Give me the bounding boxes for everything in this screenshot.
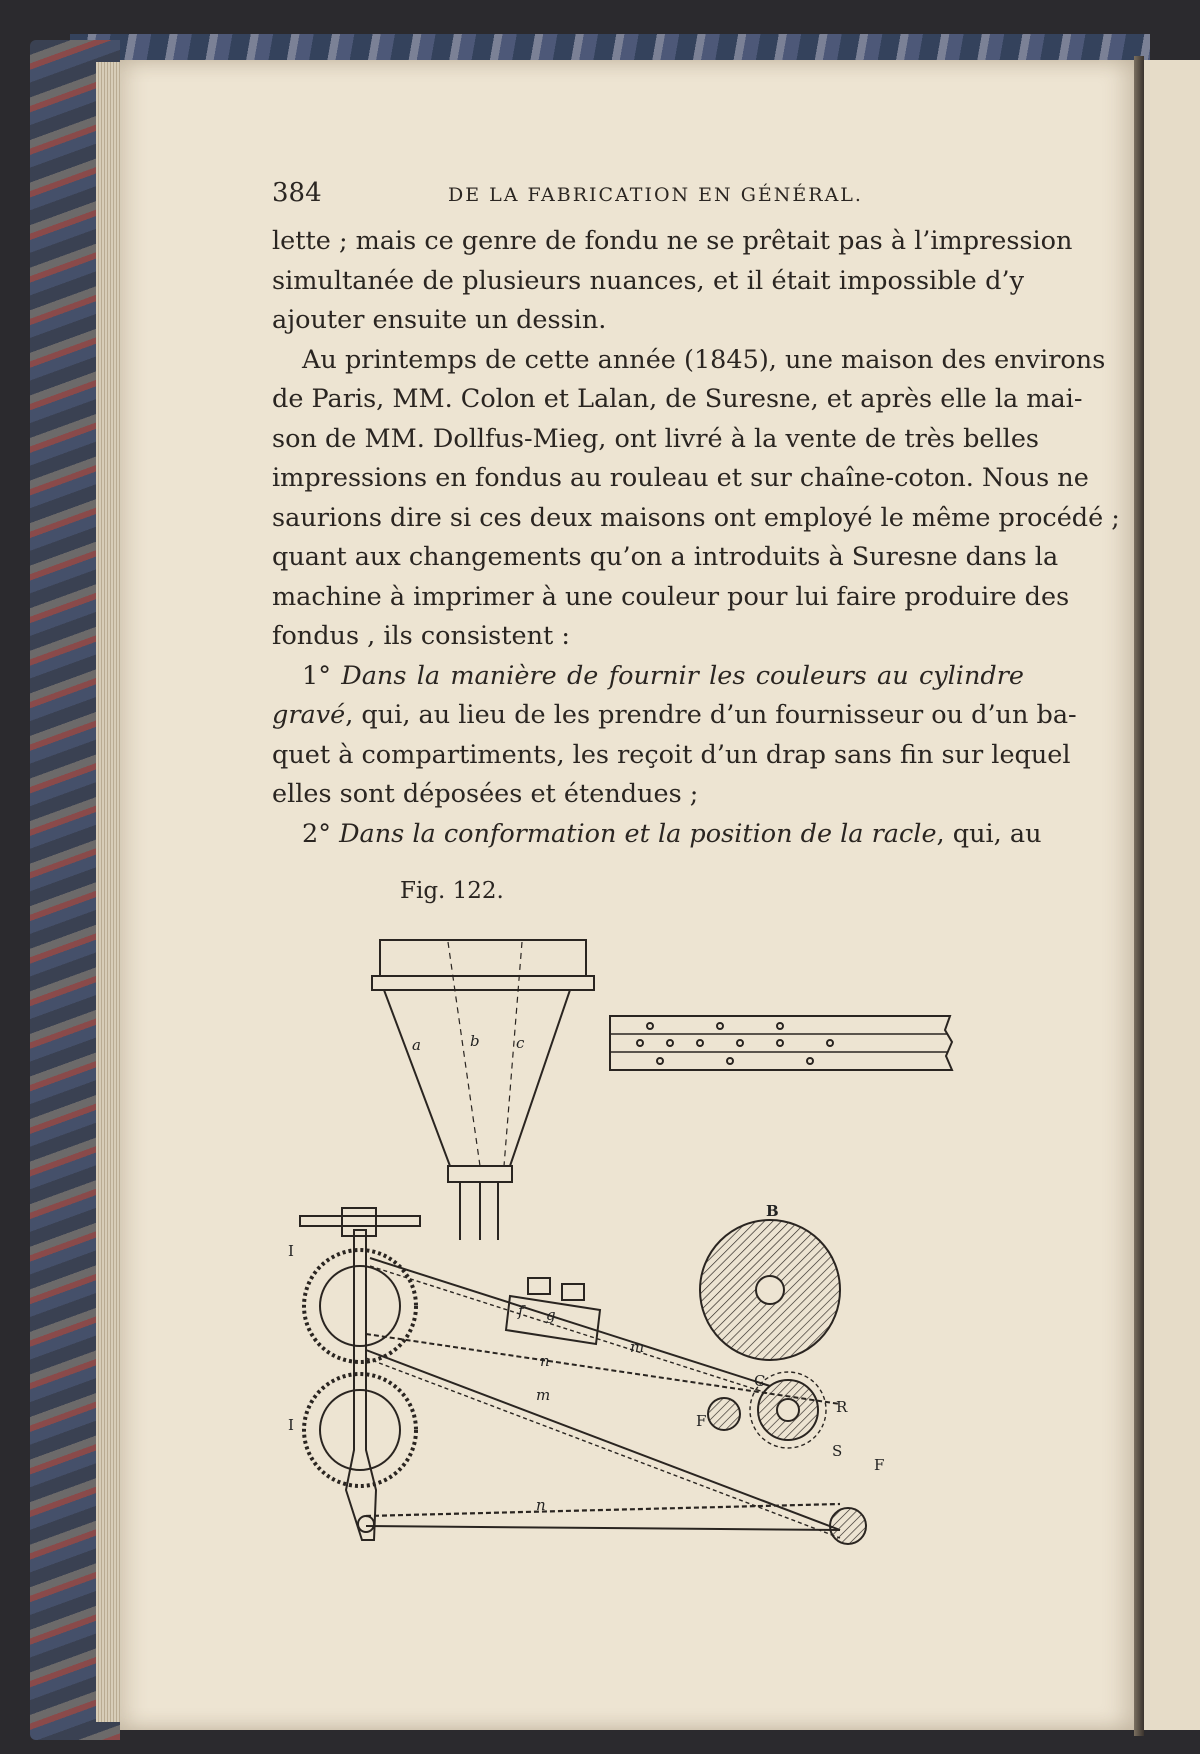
label-f: f — [518, 1302, 524, 1320]
label-c-small: c — [516, 1034, 525, 1052]
label-b: b — [470, 1032, 480, 1050]
running-title: DE LA FABRICATION EN GÉNÉRAL. — [448, 184, 863, 206]
text-line: ajouter ensuite un dessin. — [272, 305, 607, 335]
upper-gear-hub — [320, 1266, 400, 1346]
text-line: son de MM. Dollfus-Mieg, ont livré à la vente de très belles — [272, 423, 1039, 454]
end-roller — [830, 1508, 866, 1544]
lower-gear-hub — [320, 1390, 400, 1470]
hopper-rim — [380, 940, 586, 976]
machine-engraving — [288, 930, 980, 1570]
text-line — [272, 815, 1042, 855]
guide-roller — [708, 1398, 740, 1430]
scraper-screw — [562, 1284, 584, 1300]
hopper-body — [384, 990, 570, 1166]
label-F-guide: F — [696, 1412, 707, 1430]
strip-dot — [717, 1023, 723, 1029]
strip-dot — [827, 1040, 833, 1046]
text-line: simultanée de plusieurs nuances, et il était impossible d’y — [272, 265, 1024, 296]
strip-dot — [737, 1040, 743, 1046]
item-number: 2° — [302, 818, 331, 849]
label-m-upper: m — [630, 1338, 645, 1356]
strip-dot — [657, 1058, 663, 1064]
label-n-upper: n — [540, 1352, 550, 1370]
text-line: lette ; mais ce genre de fondu ne se prêtait pas à l’impression — [272, 226, 1073, 256]
strip-dot — [647, 1023, 653, 1029]
label-g: g — [546, 1306, 556, 1324]
large-cylinder-axle — [756, 1276, 784, 1304]
strip-dot — [777, 1023, 783, 1029]
label-I-upper: I — [288, 1242, 294, 1260]
strip-dot — [777, 1040, 783, 1046]
label-n-lower: n — [536, 1496, 546, 1514]
text-line: machine à imprimer à une couleur pour lui faire produire des — [272, 581, 1070, 612]
strip-dot — [807, 1058, 813, 1064]
label-B: B — [766, 1202, 779, 1220]
strip-dot — [727, 1058, 733, 1064]
page-number: 384 — [272, 178, 322, 208]
facing-page-edge — [1144, 60, 1200, 1730]
text-line — [272, 696, 1077, 736]
text-fragment: , qui, au lieu de les prendre d’un fournisseur ou d’un ba- — [345, 700, 1077, 730]
print-roller-axle — [777, 1399, 799, 1421]
book-gutter — [1134, 56, 1144, 1736]
scraper-screw — [528, 1278, 550, 1294]
text-fragment: , qui, au — [936, 818, 1042, 849]
belt-n-lower — [366, 1504, 840, 1516]
screw-shaft — [300, 1216, 420, 1226]
text-line: quant aux changements qu’on a introduits à Suresne dans la — [272, 542, 1059, 572]
belt-n-lower — [366, 1526, 840, 1530]
text-line: impressions en fondus au rouleau et sur chaîne-coton. Nous ne — [272, 463, 1089, 493]
text-line: fondus , ils consistent : — [272, 621, 570, 651]
item-number: 1° — [302, 660, 331, 691]
italic-phrase: gravé — [272, 700, 346, 730]
strip-dot — [697, 1040, 703, 1046]
text-line: saurions dire si ces deux maisons ont employé le même procédé ; — [272, 502, 1120, 533]
lever-arm — [346, 1230, 376, 1540]
lever-pivot — [358, 1516, 374, 1532]
label-m-lower: m — [536, 1386, 551, 1404]
italic-phrase: Dans la manière de fournir les couleurs au cylindre — [341, 660, 1024, 691]
strip-dot — [667, 1040, 673, 1046]
strip-dot — [637, 1040, 643, 1046]
label-R: R — [836, 1398, 848, 1416]
hopper-outlet — [448, 1166, 512, 1182]
text-line: de Paris, MM. Colon et Lalan, de Suresne, et après elle la mai- — [272, 384, 1083, 414]
label-F-end: F — [874, 1456, 885, 1474]
label-C: C — [754, 1372, 766, 1390]
text-line: elles sont déposées et étendues ; — [272, 779, 699, 809]
machine-diagram — [288, 930, 980, 1570]
text-line: quet à compartiments, les reçoit d’un drap sans fin sur lequel — [272, 739, 1071, 770]
body-text — [272, 222, 1120, 854]
label-a: a — [412, 1036, 421, 1054]
screw-nut — [342, 1208, 376, 1236]
text-line: Au printemps de cette année (1845), une maison des environs — [302, 344, 1106, 375]
figure-caption: Fig. 122. — [400, 878, 504, 904]
text-line — [272, 657, 1024, 697]
hopper-lip — [372, 976, 594, 990]
label-S: S — [832, 1442, 843, 1460]
label-I-lower: I — [288, 1416, 294, 1434]
belt-m-lower — [366, 1350, 843, 1530]
italic-phrase: Dans la conformation et la position de la racle — [339, 818, 937, 849]
